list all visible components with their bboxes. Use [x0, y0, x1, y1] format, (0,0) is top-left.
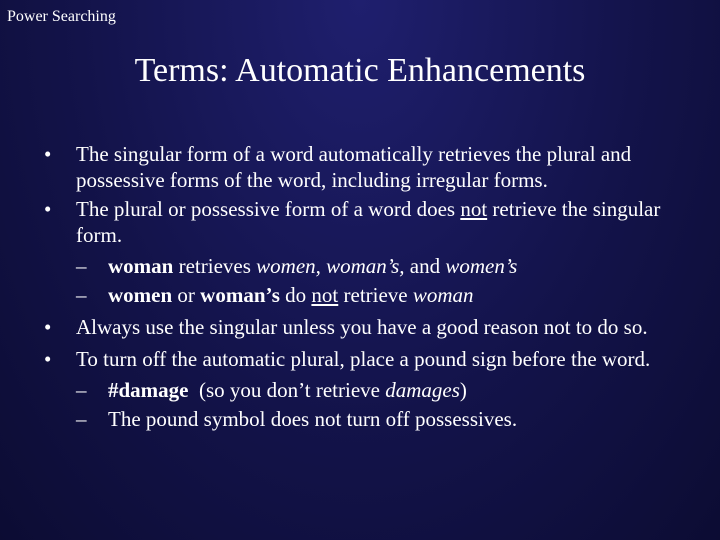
sub-bullet-item [40, 377, 685, 403]
slide-title: Terms: Automatic Enhancements [134, 52, 586, 89]
bullet-marker: • [44, 347, 52, 371]
sub-bullet-item [40, 282, 685, 308]
sub-bullet-item [40, 406, 685, 432]
sub-text-or: or [172, 283, 201, 307]
bullet-text: To turn off the automatic plural, place a pound sign before the word. [76, 347, 651, 371]
bullet-marker: • [44, 315, 52, 339]
term-womans: woman’s [200, 283, 280, 307]
emphasis-not: not [460, 197, 488, 221]
bullet-marker: • [44, 197, 52, 221]
sub-text-do: do [279, 283, 312, 307]
term-woman: woman [108, 254, 174, 278]
bullet-item [40, 314, 685, 340]
bullet-item [40, 196, 685, 248]
dash-marker: – [76, 283, 87, 307]
sub-text: The pound symbol does not turn off possessives. [108, 407, 518, 431]
presentation-header: Power Searching [7, 8, 116, 25]
bullet-text: Always use the singular unless you have a good reason not to do so. [76, 315, 648, 339]
dash-marker: – [76, 254, 87, 278]
bullet-item [40, 141, 685, 193]
term-forms: women, woman’s, [256, 254, 405, 278]
term-damages: damages [385, 378, 460, 402]
bullet-text-pre: The plural or possessive form of a word does [76, 197, 461, 221]
term-womens: women’s [445, 254, 518, 278]
term-women: women [108, 283, 173, 307]
bullet-text: The singular form of a word automatically retrieves the plural and possessive forms of the word, including irregular forms. [76, 142, 632, 192]
dash-marker: – [76, 407, 87, 431]
term-woman-italic: woman [412, 283, 474, 307]
term-damage: #damage [108, 378, 189, 402]
sub-text: retrieves [173, 254, 257, 278]
dash-marker: – [76, 378, 87, 402]
sub-text: (so you don’t retrieve [188, 378, 386, 402]
bullet-item [40, 346, 685, 372]
sub-text-close: ) [459, 378, 467, 402]
bullet-text-post: retrieve the singular form. [76, 197, 661, 247]
sub-text-and: and [404, 254, 446, 278]
sub-bullet-item [40, 253, 685, 279]
bullet-marker: • [44, 142, 52, 166]
sub-text-retrieve: retrieve [338, 283, 413, 307]
slide-content [40, 141, 685, 432]
emphasis-not: not [311, 283, 339, 307]
